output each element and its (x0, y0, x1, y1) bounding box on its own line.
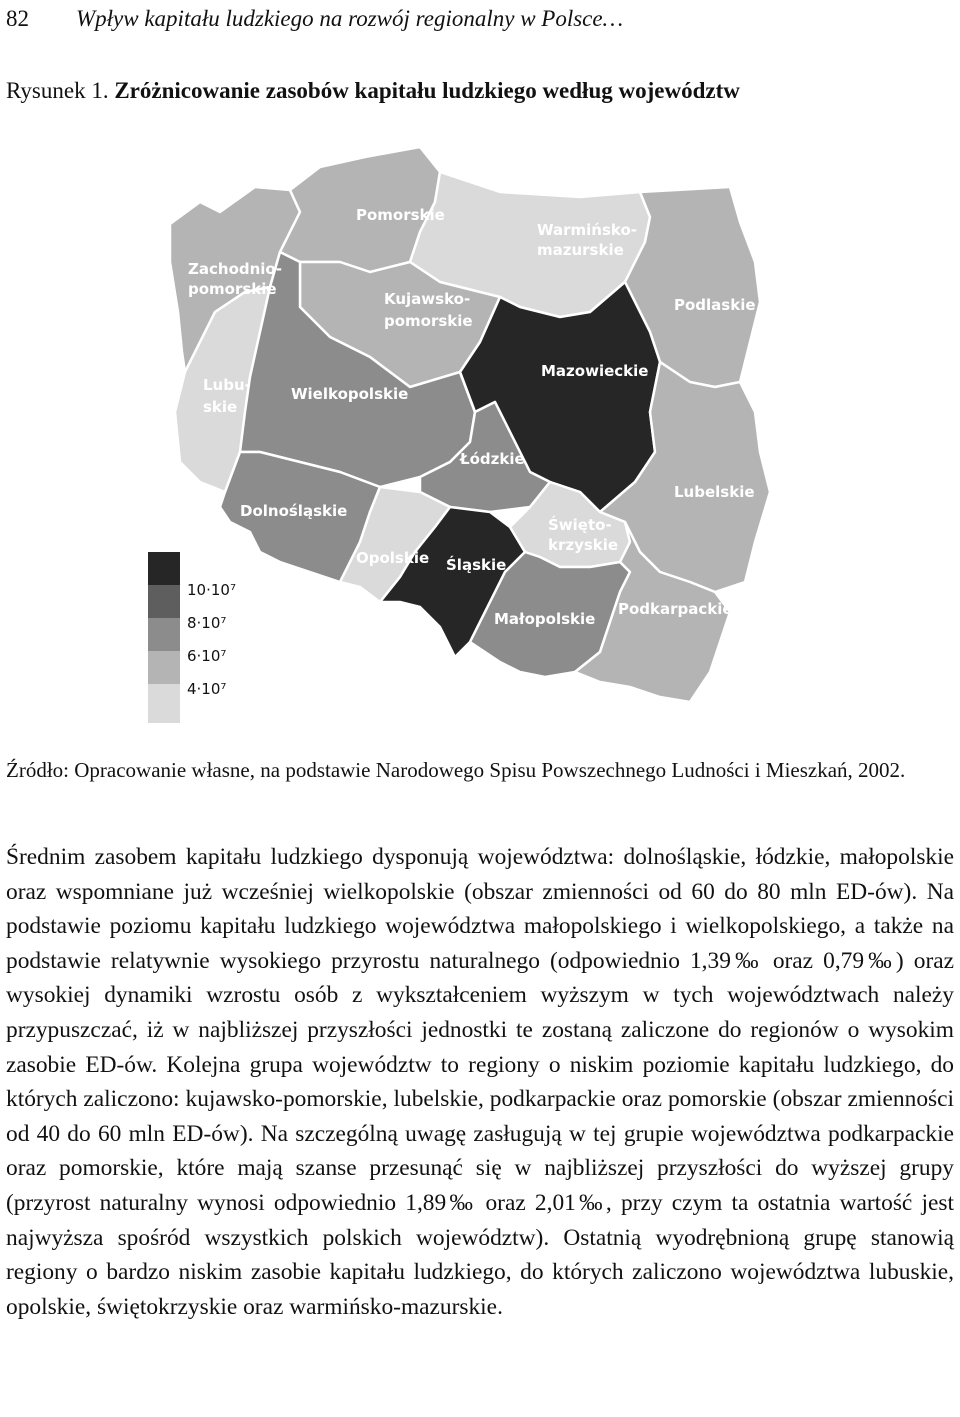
label-swietokrzyskie: Święto- krzyskie (548, 516, 619, 554)
label-malopolskie: Małopolskie (494, 610, 596, 628)
body-paragraph: Średnim zasobem kapitału ludzkiego dysponują województwa: dolnośląskie, łódzkie, małopolskie oraz wspomniane już wcześniej wielkopolskie (obszar zmienności od 60 do 80 mln ED-ów). Na podstawie poziomu kapitału ludzkiego województwa małopolskiego i wielkopolskiego, a także na podstawie relatywnie wysokiego przyrostu naturalnego (odpowiednio 1,39‰ oraz 0,79‰) oraz wysokiej dynamiki wzrostu osób z wykształceniem wyższym w tych województwach należy przypuszczać, iż w najbliższej przyszłości jednostki te zostaną zaliczone do regionów o wysokim zasobie ED-ów. Kolejna grupa województw to regiony o niskim poziomie kapitału ludzkiego, do których zaliczono: kujawsko-pomorskie, lubelskie, podkarpackie oraz pomorskie (obszar zmienności od 40 do 60 mln ED-ów). Na szczególną uwagę zasługują w tej grupie województwa podkarpackie oraz pomorskie, które mają szanse przesunąć się w najbliższej przyszłości do wyższej grupy (przyrost naturalny wynosi odpowiednio 1,89‰ oraz 2,01‰, przy czym ta ostatnia wartość jest najwyższa spośród wszystkich polskich województw). Ostatnią wyodrębnioną grupę stanowią regiony o bardzo niskim zasobie kapitału ludzkiego, do których zaliczono województwa lubuskie, opolskie, świętokrzyskie oraz warmińsko-mazurskie. (6, 844, 954, 1320)
legend-swatch-very-dark (148, 552, 180, 585)
label-kujawsko-pomorskie: Kujawsko- pomorskie (384, 290, 473, 330)
label-slaskie: Śląskie (446, 556, 507, 574)
caption-prefix: Rysunek 1. (6, 78, 109, 103)
legend-swatch-light (148, 651, 180, 684)
label-lodzkie: Łódzkie (460, 450, 525, 468)
legend-swatch-very-light (148, 684, 180, 723)
legend-swatch-medium (148, 618, 180, 651)
label-dolnoslaskie: Dolnośląskie (240, 502, 348, 520)
map-legend (148, 552, 236, 723)
legend-label-4: 4·10⁷ (187, 680, 227, 698)
map-svg (130, 112, 870, 734)
label-wielkopolskie: Wielkopolskie (291, 385, 409, 403)
label-opolskie: Opolskie (356, 549, 430, 567)
figure-source-note: Źródło: Opracowanie własne, na podstawie Narodowego Spisu Powszechnego Ludności i Mieszkań, 2002. (6, 758, 906, 782)
label-lubelskie: Lubelskie (674, 483, 755, 501)
legend-swatch-dark (148, 585, 180, 618)
label-podkarpackie: Podkarpackie (618, 600, 733, 618)
legend-label-1: 10·10⁷ (187, 581, 236, 599)
label-podlaskie: Podlaskie (674, 296, 756, 314)
label-warminsko-mazurskie: Warmińsko- mazurskie (537, 221, 638, 259)
caption-title: Zróżnicowanie zasobów kapitału ludzkiego według województw (114, 78, 740, 103)
figure-caption (6, 78, 740, 104)
page-number: 82 (6, 6, 29, 31)
legend-label-3: 6·10⁷ (187, 647, 227, 665)
running-title: Wpływ kapitału ludzkiego na rozwój regionalny w Polsce… (76, 6, 624, 31)
legend-label-2: 8·10⁷ (187, 614, 227, 632)
label-zachodniopomorskie: Zachodnio- pomorskie (188, 260, 282, 298)
label-lubuskie: Lubu- skie (203, 376, 251, 416)
label-pomorskie: Pomorskie (356, 206, 445, 224)
label-mazowieckie: Mazowieckie (541, 362, 649, 380)
page-header (6, 6, 623, 32)
poland-voivodeship-map (130, 112, 870, 734)
